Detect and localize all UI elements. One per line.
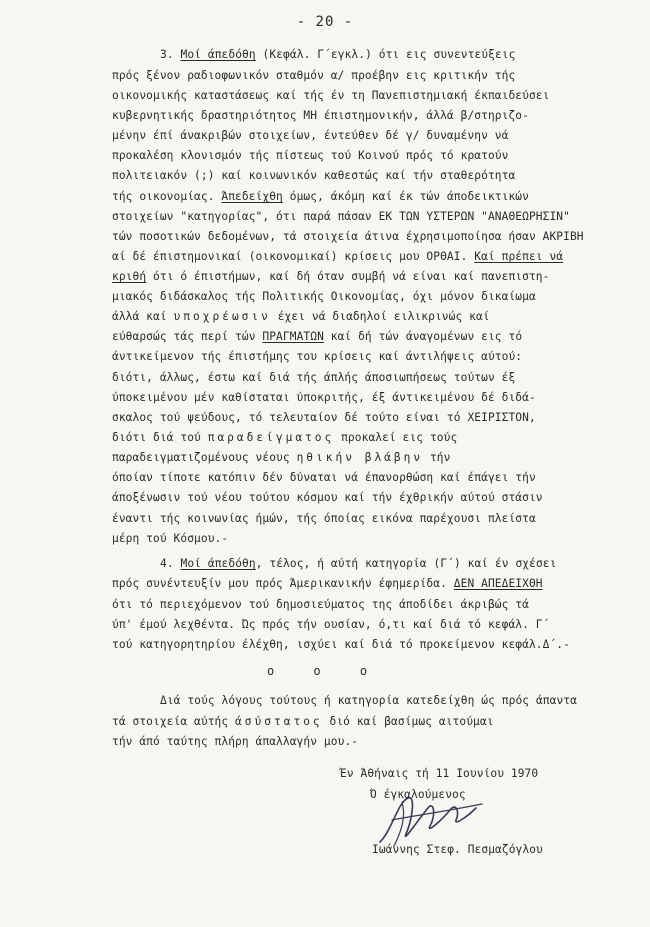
text-line [160,694,577,708]
handwritten-signature [372,790,492,850]
text-line [112,451,450,465]
page-number: - 20 - [296,14,354,30]
line-text: τά στοιχεία αύτής [112,715,236,728]
text-line [112,210,570,224]
text-line [112,598,529,612]
line-text: έχει νά διαδηλοί ειλικρινώς καί [270,310,490,323]
text-line [112,290,536,304]
text-line [160,48,515,62]
text-line [112,471,536,485]
text-line [340,767,538,781]
line-text: παραδειγματιζομένους νέους [112,451,297,464]
line-text: πρός ξένον ραδιοφωνικόν σταθμόν α/ προέβην εις κριτικήν τής [112,69,516,82]
text-line [112,270,549,284]
line-text: οικονομικής καταστάσεως καί τής έν τη Πανεπιστημιακή έκπαιδεύσει [112,89,550,102]
line-text: σκαλος τού ψεύδους, τό τελευταίον δέ τούτο είναι τό ΧΕΙΡΙΣΤΟΝ, [112,411,536,424]
underlined-text: ΔΕΝ ΑΠΕΔΕΙΧΘΗ [453,577,543,590]
line-text: ότι τό περιεχόμενον τού δημοσιεύματος της άποδίδει άκριβώς τά [112,598,529,611]
line-text: Διά τούς λόγους τούτους ή κατηγορία κατεδείχθη ώς πρός άπαντα [160,694,577,707]
text-line [112,169,515,183]
text-line [112,391,536,405]
line-text: Ιωάννης Στεφ. Πεσμαζόγλου [372,843,543,856]
line-text: διότι διά τού [112,431,208,444]
line-text: τήν [423,451,451,464]
line-text: τών ποσοτικών δεδομένων, τά στοιχεία άτινα έχρησιμοποίησα ήσαν ΑΚΡΙΒΗ [112,230,584,243]
text-line [160,557,556,571]
line-text: Ό έγκαλούμενος [370,788,466,801]
line-text: προκαλέση κλονισμόν τής πίστεως τού Κοινού πρός τό κρατούν [112,149,509,162]
line-text: (Κεφάλ. Γ΄εγκλ.) ότι εις συνεντεύξεις [255,48,516,61]
line-text: μένην έπί άνακριβών στοιχείων, έντεύθεν δέ γ/ δυναμένην νά [112,129,509,142]
text-line [112,149,508,163]
text-line [112,190,529,204]
text-line [112,618,549,632]
text-line [112,577,543,591]
text-line [112,350,522,364]
line-text: ότι ό έπιστήμων, καί δή όταν συμβή νά είναι καί πανεπιστη- [146,270,550,283]
line-text: τήν άπό ταύτης πλήρη άπαλλαγήν μου.- [112,735,359,748]
text-line [112,638,570,652]
underlined-text: Άπεδείχθη [221,190,283,203]
text-line [112,491,543,505]
line-text: τής οικονομίας. [112,190,222,203]
underlined-text: κριθή [112,270,147,283]
line-text: 3. [160,48,181,61]
line-text: διότι, άλλως, έστω καί διά τής άπλής άποσιωπήσεως τούτων έξ [112,371,516,384]
text-line [112,532,228,546]
line-text: έναντι τής κοινωνίας ήμών, τής όποίας εικόνα παρέχουσι πλείστα [112,512,536,525]
line-text: όμως, άκόμη καί έκ τών άποδεικτικών [282,190,529,203]
spaced-text: υποχρέωσιν [173,310,271,323]
line-text: ύποκειμένου μέν καθίσταται ύποκριτής, έξ άντικειμένου δέ διδά- [112,391,536,404]
text-line [112,250,563,264]
spaced-text: άσύστατος [235,715,323,728]
line-text: διό καί βασίμως αιτούμαι [322,715,494,728]
line-text: κυβερνητικής δραστηριότητος ΜΗ έπιστημονικήν, άλλά β/στηριζο- [112,109,529,122]
line-text: εύθαρσώς τάς περί τών [112,330,263,343]
text-line [112,715,494,729]
line-text: , τέλος, ή αύτή κατηγορία (Γ΄) καί έν σχέσει [255,557,557,570]
line-text: άντικείμενον τής έπιστήμης του κρίσεις καί άντιλήψεις αύτού: [112,350,523,363]
underlined-text: Μοί άπεδόθη [180,48,256,61]
spaced-text: ηθικήν βλάβην [296,451,424,464]
line-text: άλλά καί [112,310,174,323]
line-text: πρός συνέντευξίν μου πρός Άμερικανικήν έφημερίδα. [112,577,454,590]
line-text: πολιτειακόν (;) καί κοινωνικόν καθεστώς καί τήν σταθερότητα [112,169,516,182]
text-line [112,69,515,83]
text-line [112,735,358,749]
text-line [112,431,457,445]
line-text: μέρη τού Κόσμου.- [112,532,229,545]
text-line [112,411,536,425]
text-line [112,89,549,103]
line-text: άποξένωσιν τού νέου τούτου κόσμου καί τήν έχθρικήν αύτού στάσιν [112,491,543,504]
line-text: Έν Άθήναις τή 11 Ιουνίου 1970 [340,767,539,780]
underlined-text: Μοί άπεδόθη [180,557,256,570]
line-text: αί δέ έπιστημονικαί (οικονομικαί) κρίσεις μου ΟΡΘΑΙ. [112,250,475,263]
spaced-text: παραδείγματος [207,431,335,444]
line-text: μιακός διδάσκαλος τής Πολιτικής Οικονομίας, όχι μόνον δικαίωμα [112,290,536,303]
line-text: προκαλεί εις τούς [334,431,458,444]
underlined-text: Καί πρέπει νά [474,250,564,263]
text-line [112,371,515,385]
text-line [112,310,490,324]
text-line [112,109,529,123]
line-text: τού κατηγορητηρίου έλέχθη, ισχύει καί διά τό προκείμενον κεφάλ.Δ΄.- [112,638,570,651]
underlined-text: ΠΡΑΓΜΑΤΩΝ [262,330,324,343]
line-text: ύπ' έμού λεχθέντα. Ώς πρός τήν ουσίαν, ό,τι καί διά τό κεφάλ. Γ΄ [112,618,550,631]
line-text: στοιχείων "κατηγορίας", ότι παρά πάσαν ΕΚ ΤΩΝ ΥΣΤΕΡΩΝ "ΑΝΑΘΕΩΡΗΣΙΝ" [112,210,570,223]
line-text: 4. [160,557,181,570]
text-line [112,129,508,143]
line-text: όποίαν τίποτε κατόπιν δέν δύναται νά έπανορθώση καί έπάγει τήν [112,471,536,484]
text-line [112,330,522,344]
section-separator: ο ο ο [266,664,384,678]
text-line [112,512,536,526]
text-line [112,230,584,244]
line-text: καί δή τών άναγομένων εις τό [323,330,523,343]
